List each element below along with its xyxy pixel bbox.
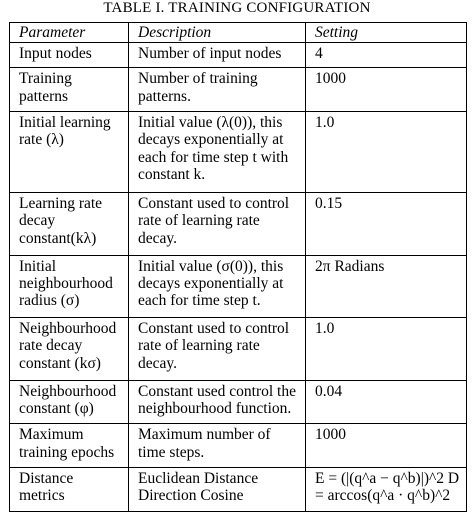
parameter-cell: Input nodes <box>10 43 129 68</box>
parameter-cell: Training patterns <box>10 68 129 112</box>
description-cell: Constant used control the neighbourhood function. <box>129 380 306 424</box>
setting-cell: 0.04 <box>306 380 467 424</box>
description-cell: Number of training patterns. <box>129 68 306 112</box>
parameter-cell: Initial learning rate (λ) <box>10 112 129 193</box>
training-configuration-table <box>9 22 467 512</box>
setting-cell: 0.15 <box>306 193 467 255</box>
setting-cell: 1.0 <box>306 112 467 193</box>
description-cell: Maximum number of time steps. <box>129 424 306 468</box>
setting-cell: 2π Radians <box>306 255 467 317</box>
parameter-cell: Initial neighbourhood radius (σ) <box>10 255 129 317</box>
setting-cell: 1.0 <box>306 318 467 380</box>
setting-cell: 4 <box>306 43 467 68</box>
description-cell: Constant used to control rate of learning rate decay. <box>129 193 306 255</box>
table-row <box>10 43 467 68</box>
description-cell: Initial value (λ(0)), this decays exponentially at each for time step t with constant k. <box>129 112 306 193</box>
table-row <box>10 468 467 512</box>
description-cell: Euclidean Distance Direction Cosine <box>129 468 306 512</box>
setting-cell: 1000 <box>306 68 467 112</box>
table-row <box>10 424 467 468</box>
header-description: Description <box>129 23 306 43</box>
header-setting: Setting <box>306 23 467 43</box>
description-cell: Number of input nodes <box>129 43 306 68</box>
parameter-cell: Maximum training epochs <box>10 424 129 468</box>
table-row <box>10 255 467 317</box>
table-header-row <box>10 23 467 43</box>
parameter-cell: Neighbourhood constant (φ) <box>10 380 129 424</box>
description-cell: Constant used to control rate of learning rate decay. <box>129 318 306 380</box>
table-row <box>10 193 467 255</box>
setting-cell: E = (|(q^a − q^b)|)^2 D = arccos(q^a · q^b)^2 <box>306 468 467 512</box>
table-caption: TABLE I. TRAINING CONFIGURATION <box>103 0 371 16</box>
setting-cell: 1000 <box>306 424 467 468</box>
table-row <box>10 380 467 424</box>
table-row <box>10 318 467 380</box>
parameter-cell: Learning rate decay constant(kλ) <box>10 193 129 255</box>
parameter-cell: Neighbourhood rate decay constant (kσ) <box>10 318 129 380</box>
table-row <box>10 68 467 112</box>
header-parameter: Parameter <box>10 23 129 43</box>
table-row <box>10 112 467 193</box>
parameter-cell: Distance metrics <box>10 468 129 512</box>
description-cell: Initial value (σ(0)), this decays exponentially at each for time step t. <box>129 255 306 317</box>
